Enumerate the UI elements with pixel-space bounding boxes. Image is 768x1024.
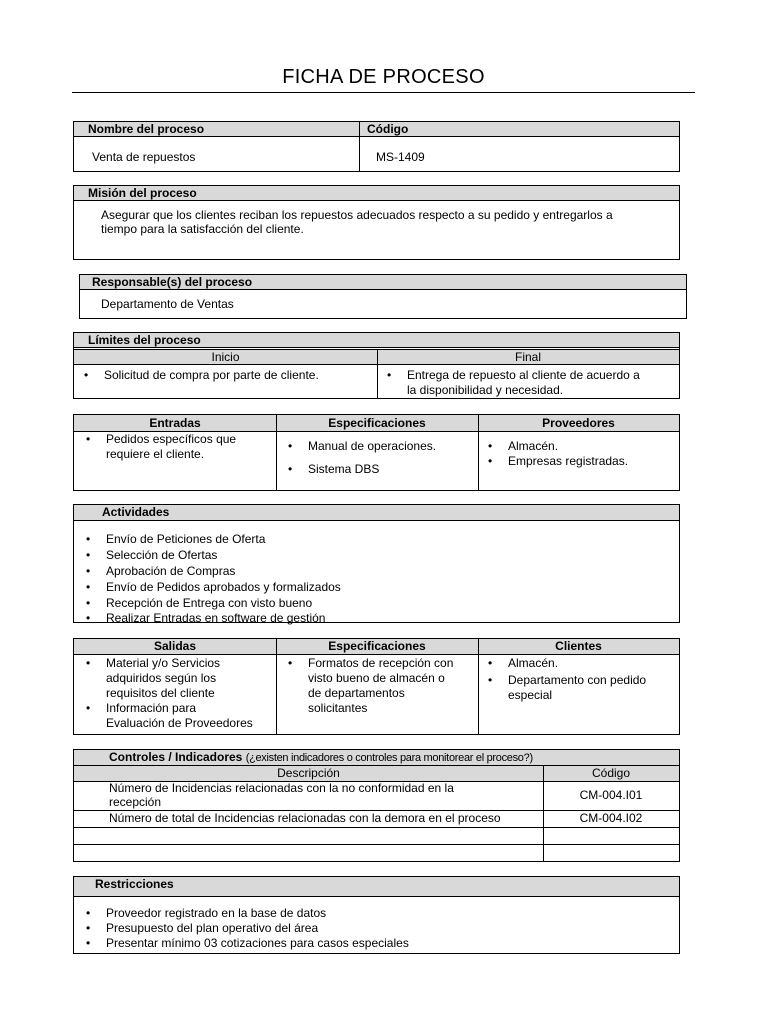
mision-line-2: tiempo para la satisfacción del cliente. (101, 222, 304, 236)
salidas-label: Salidas (153, 639, 197, 653)
responsable-value: Departamento de Ventas (101, 297, 234, 311)
list-item (82, 701, 274, 731)
entradas-list (82, 432, 272, 462)
mision-label: Misión del proceso (88, 186, 197, 200)
salidas-divider-1 (276, 639, 277, 734)
entradas-especificaciones-list (284, 439, 474, 477)
proveedores-label: Proveedores (542, 416, 615, 430)
clientes-label: Clientes (555, 639, 602, 653)
entradas-line-2: requiere el cliente. (106, 447, 205, 461)
list-item: • Proveedor registrado en la base de datos (82, 906, 672, 921)
descripcion-subheader: Descripción (74, 766, 543, 782)
controles-label: Controles / Indicadores (109, 750, 243, 764)
nombre-codigo-table (73, 121, 680, 172)
restricciones-label: Restricciones (95, 877, 174, 891)
especificacion-line-2: visto bueno de almacén o (308, 671, 445, 685)
restricciones-list (82, 906, 672, 951)
responsable-table (79, 274, 687, 319)
nombre-label: Nombre del proceso (88, 122, 205, 136)
title-underline (72, 92, 695, 93)
list-item (82, 432, 272, 462)
salida1-line-2: adquiridos según los (106, 671, 217, 685)
list-item (284, 656, 476, 716)
control-1-codigo: CM-004.I01 (579, 788, 643, 802)
control-1-desc-line-1: Número de Incidencias relacionadas con la no conformidad en la (109, 781, 454, 795)
salidas-table (73, 638, 680, 735)
list-item (484, 673, 676, 703)
list-item: • Empresas registradas. (484, 454, 674, 469)
controles-label-row (109, 750, 533, 766)
codigo-label: Código (367, 122, 409, 136)
cliente2-line-2: especial (508, 688, 553, 702)
especificacion-line-4: solicitantes (308, 701, 368, 715)
entradas-divider-1 (276, 415, 277, 490)
page-title: FICHA DE PROCESO (282, 66, 485, 88)
list-item: • Realizar Entradas en software de gestión (82, 611, 672, 625)
salida1-line-3: requisitos del cliente (106, 686, 215, 700)
list-item: • Aprobación de Compras (82, 563, 672, 579)
codigo-subheader: Código (543, 766, 679, 782)
control-2-desc: Número de total de Incidencias relacionadas con la demora en el proceso (109, 811, 501, 825)
limites-column-divider (377, 349, 378, 398)
salidas-divider-2 (478, 639, 479, 734)
entradas-table (73, 414, 680, 491)
final-line-1: Entrega de repuesto al cliente de acuerdo a (407, 368, 640, 382)
list-item: • Almacén. (484, 439, 674, 454)
list-item: • Sistema DBS (284, 462, 474, 477)
mision-line-1: Asegurar que los clientes reciban los repuestos adecuados respecto a su pedido y entregarlos a (101, 208, 613, 222)
especificacion-line-3: de departamentos (308, 686, 405, 700)
controles-table (73, 749, 680, 862)
final-line-2: la disponibilidad y necesidad. (407, 383, 564, 397)
list-item: • Almacén. (484, 656, 676, 671)
inicio-subheader: Inicio (74, 350, 377, 365)
list-item (82, 656, 274, 701)
row-rule-2 (74, 827, 679, 828)
salida1-line-1: Material y/o Servicios (106, 656, 221, 670)
limites-table (73, 332, 680, 399)
control-1-desc-line-2: recepción (109, 795, 162, 809)
final-subheader: Final (377, 350, 679, 365)
list-item: • Solicitud de compra por parte de cliente. (80, 368, 370, 383)
clientes-list (484, 656, 676, 703)
actividades-table (73, 504, 680, 623)
final-list (383, 368, 678, 398)
codigo-value: MS-1409 (376, 150, 425, 164)
salida2-line-2: Evaluación de Proveedores (106, 716, 253, 730)
control-2-codigo: CM-004.I02 (579, 811, 643, 825)
actividades-label: Actividades (102, 505, 170, 519)
salidas-especificaciones-label: Especificaciones (328, 639, 426, 653)
list-item: • Envío de Peticiones de Oferta (82, 531, 672, 547)
list-item: • Envío de Pedidos aprobados y formalizados (82, 579, 672, 595)
salidas-especificaciones-list (284, 656, 476, 716)
list-item: • Selección de Ofertas (82, 547, 672, 563)
list-item: • Presupuesto del plan operativo del área (82, 921, 672, 936)
row-rule-3 (74, 844, 679, 845)
cliente2-line-1: Departamento con pedido (508, 673, 647, 687)
entradas-especificaciones-label: Especificaciones (328, 416, 426, 430)
controles-question: (¿existen indicadores o controles para monitorear el proceso?) (245, 752, 533, 764)
column-divider (359, 122, 360, 171)
proveedores-list (484, 439, 674, 469)
list-item (383, 368, 678, 398)
responsable-label: Responsable(s) del proceso (92, 275, 253, 289)
list-item: • Presentar mínimo 03 cotizaciones para casos especiales (82, 936, 672, 951)
list-item: • Recepción de Entrega con visto bueno (82, 595, 672, 611)
entradas-divider-2 (478, 415, 479, 490)
mision-table (73, 185, 680, 260)
especificacion-line-1: Formatos de recepción con (308, 656, 454, 670)
salida2-line-1: Información para (106, 701, 197, 715)
salidas-list (82, 656, 274, 731)
list-item: • Manual de operaciones. (284, 439, 474, 454)
entradas-label: Entradas (149, 416, 201, 430)
inicio-list (80, 368, 370, 383)
actividades-list (82, 531, 672, 625)
nombre-value: Venta de repuestos (92, 150, 196, 164)
restricciones-table (73, 876, 680, 954)
entradas-line-1: Pedidos específicos que (106, 432, 237, 446)
limites-label: Límites del proceso (88, 333, 201, 347)
